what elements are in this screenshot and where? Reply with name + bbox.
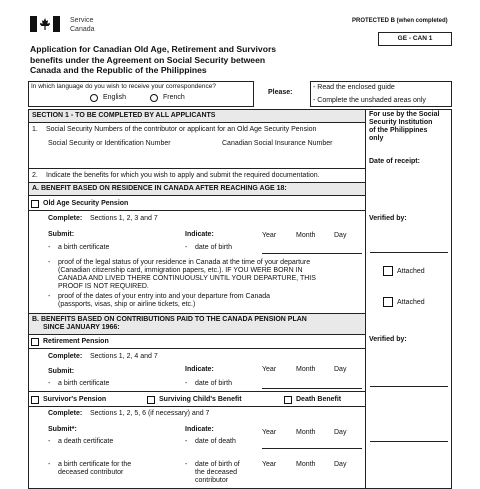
attached-checkbox-2[interactable] [383,297,393,307]
verified-by-label-1: Verified by: [369,215,407,222]
q2-number: 2. [32,172,38,179]
french-radio[interactable] [150,94,158,102]
bullet-dash: - [48,438,51,445]
partB-item1: a birth certificate [58,380,110,387]
attached-label-2: Attached [397,299,425,306]
partA-item1: a birth certificate [58,244,110,251]
partA-indicate-label: Indicate: [185,231,214,238]
divider [28,210,365,211]
partB-month-label: Month [296,366,316,373]
verified-by-line-1 [370,252,448,253]
partB-title [32,316,307,332]
sidebar-title-line4: only [369,135,384,142]
date-of-death-field[interactable] [262,448,362,449]
partA-item2-line2: (Canadian citizenship card, immigration papers, etc.). IF YOU WERE BORN IN [58,267,303,274]
divider [28,391,365,392]
partB-item1b: date of birth [195,380,232,387]
instruction-2: - Complete the unshaded areas only [313,97,426,104]
bullet-dash: - [48,461,51,468]
q1-text: Social Security Numbers of the contributor or applicant for an Old Age Security Pension [46,126,317,133]
partB-bc-line1: a birth certificate for the [58,461,132,468]
partB-month2-label: Month [296,429,316,436]
bullet-dash: - [48,293,51,300]
partB-dob-line2: the deceased [195,469,238,476]
q2-text: Indicate the benefits for which you wish to apply and submit the required documentation. [46,172,320,179]
child-benefit-label: Surviving Child's Benefit [159,396,242,403]
partA-dob-field[interactable] [262,253,362,254]
bullet-dash: - [185,438,188,445]
partB-complete-label: Complete: [48,353,83,360]
partB-year2-label: Year [262,429,277,436]
partB-month3-label: Month [296,461,316,468]
verified-by-label-2: Verified by: [369,336,407,343]
child-benefit-checkbox[interactable] [147,396,155,404]
instruction-1: - Read the enclosed guide [313,84,395,91]
partB-indicate-label: Indicate: [185,366,214,373]
partB-dob-deceased [195,461,240,485]
english-radio[interactable] [90,94,98,102]
partB-bc-deceased [58,461,131,477]
death-benefit-label: Death Benefit [296,396,342,403]
partA-item2-line4: PROOF IS NOT REQUIRED. [58,283,149,290]
canada-flag-logo [30,16,60,32]
org-name-line1: Service [70,17,94,24]
partA-complete-label: Complete: [48,215,83,222]
partB-year3-label: Year [262,461,277,468]
section1-title: SECTION 1 - TO BE COMPLETED BY ALL APPLICANTS [32,112,216,119]
partB-year-label: Year [262,366,277,373]
partA-item1b: date of birth [195,244,232,251]
divider [28,334,365,335]
survivors-pension-label: Survivor's Pension [43,396,107,403]
partB-day-label: Day [334,366,347,373]
attached-checkbox-1[interactable] [383,266,393,276]
partB-dob-line1: date of birth of [195,461,240,468]
partB-death-cert: a death certificate [58,438,114,445]
sidebar-line-3 [370,441,448,442]
partB-complete2-label: Complete: [48,410,83,417]
partA-year-label: Year [262,232,277,239]
form-code: GE - CAN 1 [397,35,433,42]
partB-dob-line3: contributor [195,477,229,484]
bullet-dash: - [185,461,188,468]
divider [28,122,365,123]
bullet-dash: - [48,380,51,387]
partB-title-line2: SINCE JANUARY 1966: [43,324,120,331]
english-label: English [103,94,126,101]
bullet-dash: - [48,259,51,266]
partA-item2-line1: proof of the legal status of your residence in Canada at the time of your departure [58,259,311,266]
sidebar-divider [365,109,366,489]
partA-submit-label: Submit: [48,231,75,238]
partA-item3-line1: proof of the dates of your entry into and your departure from Canada [58,293,271,300]
partB-complete2-text: Sections 1, 2, 5, 6 (if necessary) and 7 [90,410,210,417]
oas-pension-checkbox[interactable] [31,200,39,208]
partB-submit-label: Submit: [48,368,75,375]
title-line-2: benefits under the Agreement on Social Security between [30,54,266,65]
sidebar-title [369,111,439,143]
retirement-pension-checkbox[interactable] [31,338,39,346]
org-name-line2: Canada [70,26,95,33]
sin-label: Canadian Social Insurance Number [222,140,333,147]
retirement-pension-label: Retirement Pension [43,338,109,345]
french-label: French [163,94,185,101]
title-line-1: Application for Canadian Old Age, Retirement and Survivors [30,44,277,54]
form-code-box [378,32,452,46]
partB-complete-text: Sections 1, 2, 4 and 7 [90,353,158,360]
survivors-pension-checkbox[interactable] [31,396,39,404]
partA-day-label: Day [334,232,347,239]
partB-bc-line2: deceased contributor [58,469,124,476]
sidebar-title-line1: For use by the Social [369,111,440,118]
partA-month-label: Month [296,232,316,239]
partB-day3-label: Day [334,461,347,468]
divider [28,406,365,407]
sin-field[interactable] [222,150,362,168]
protected-label: PROTECTED B (when completed) [352,18,448,24]
partA-item3 [58,293,358,309]
bullet-dash: - [48,244,51,251]
partA-complete-text: Sections 1, 2, 3 and 7 [90,215,158,222]
partB-title-line1: B. BENEFITS BASED ON CONTRIBUTIONS PAID TO THE CANADA PENSION PLAN [32,316,307,323]
partB-dob-field[interactable] [262,388,362,389]
sidebar-title-line3: of the Philippines [369,127,428,134]
attached-label-1: Attached [397,268,425,275]
partA-title: A. BENEFIT BASED ON RESIDENCE IN CANADA AFTER REACHING AGE 18: [32,185,287,192]
ssn-field[interactable] [48,150,198,168]
death-benefit-checkbox[interactable] [284,396,292,404]
divider [28,348,365,349]
bullet-dash: - [185,244,188,251]
partB-indicate2-label: Indicate: [185,426,214,433]
divider [28,195,365,196]
sidebar-title-line2: Security Institution [369,119,433,126]
divider [28,168,365,169]
partB-date-death: date of death [195,438,236,445]
partA-item2-line3: CANADA AND LIVED THERE CONTINUOUSLY UNTIL YOUR DEPARTURE, THIS [58,275,316,282]
verified-by-line-2 [370,386,448,387]
date-receipt-label: Date of receipt: [369,158,420,165]
ssn-label: Social Security or Identification Number [48,140,171,147]
q1-number: 1. [32,126,38,133]
partB-day2-label: Day [334,429,347,436]
language-question: In which language do you wish to receive your correspondence? [31,83,217,90]
partB-submit2-label: Submit*: [48,426,77,433]
partA-item3-line2: (passports, visas, ship or airline tickets, etc.) [58,301,196,308]
title-line-3: Canada and the Republic of the Philippines [30,65,207,75]
form-title [30,44,276,76]
partA-item2 [58,259,358,291]
please-label: Please: [268,89,293,96]
bullet-dash: - [185,380,188,387]
oas-pension-label: Old Age Security Pension [43,200,129,207]
